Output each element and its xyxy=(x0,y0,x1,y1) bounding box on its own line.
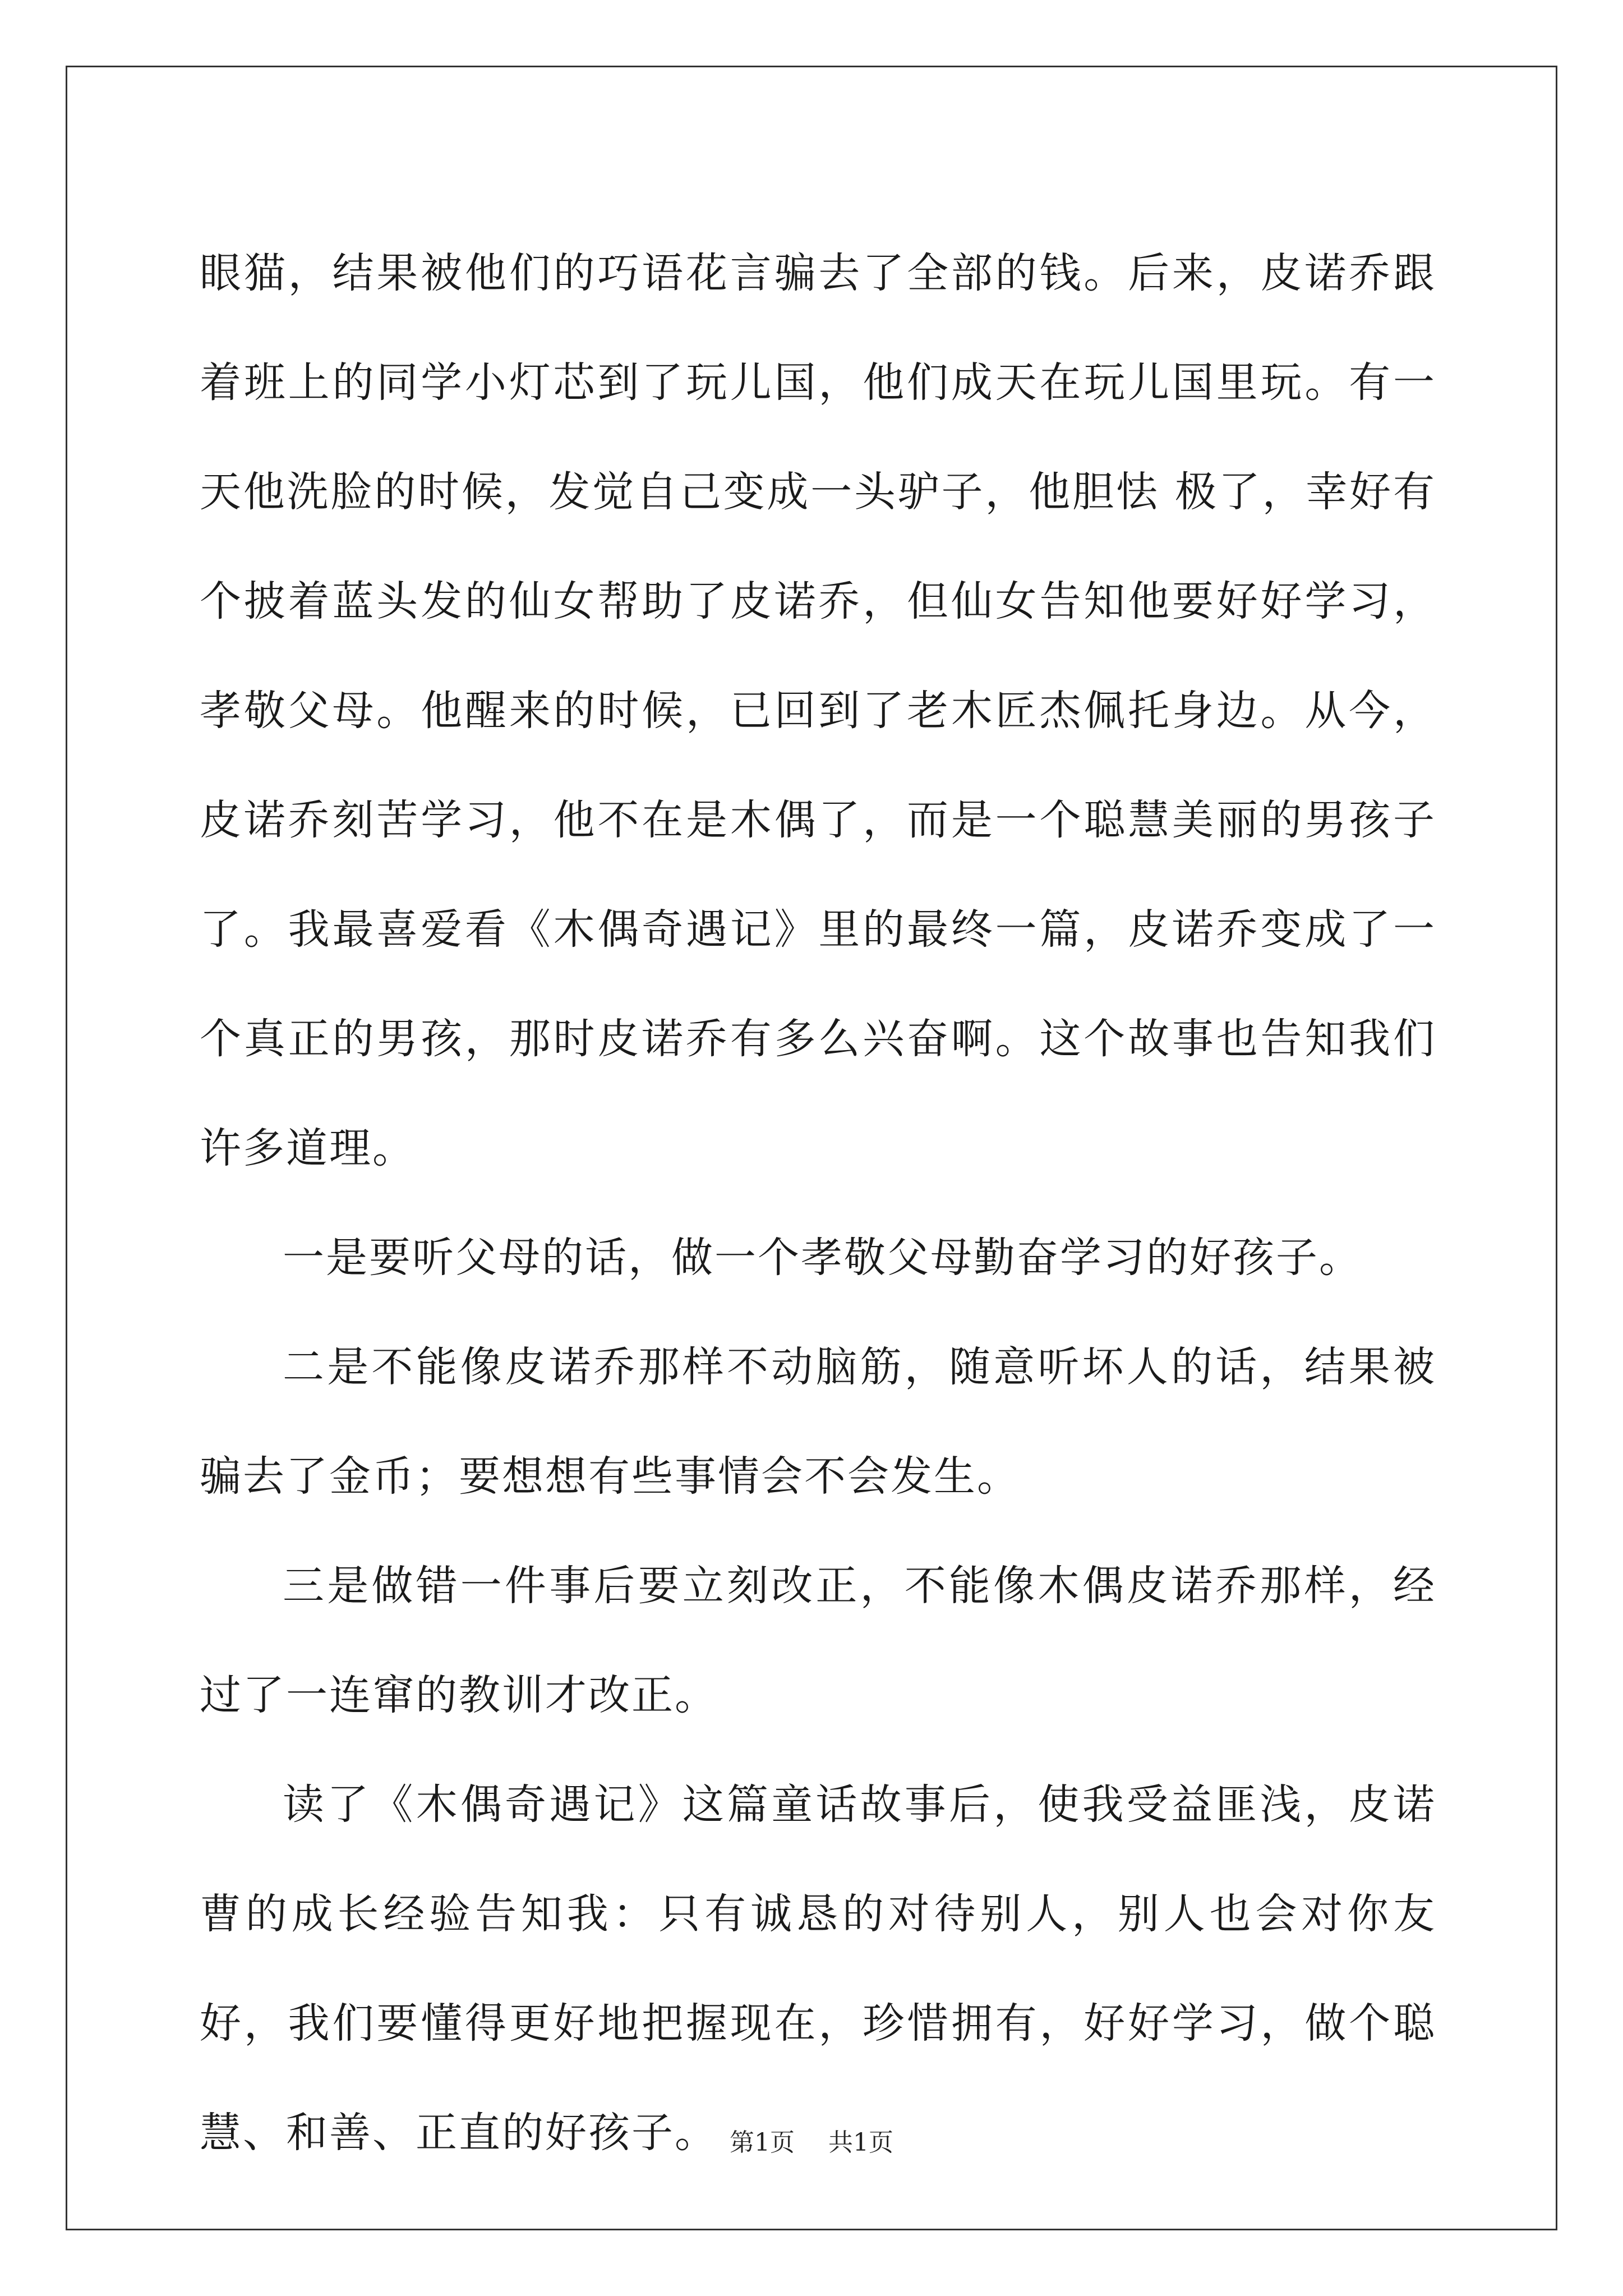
page-footer xyxy=(0,2126,1623,2160)
document-body xyxy=(200,219,1436,2188)
page-total: 共1页 xyxy=(828,2128,893,2157)
paragraph-1: 眼猫，结果被他们的巧语花言骗去了全部的钱。后来，皮诺乔跟着班上的同学小灯芯到了玩儿国，他们成天在玩儿国里玩。有一天他洗脸的时候，发觉自己变成一头驴子，他胆怯 极了，幸好有个披着蓝头发的仙女帮助了皮诺乔，但仙女告知他要好好学习，孝敬父母。他醒来的时候，已回到了老木匠杰佩托身边。从今，皮诺乔刻苦学习，他不在是木偶了，而是一个聪慧美丽的男孩子了。我最喜爱看《木偶奇遇记》里的最终一篇，皮诺乔变成了一个真正的男孩，那时皮诺乔有多么兴奋啊。这个故事也告知我们许多道理。 xyxy=(200,249,1436,1172)
paragraph-4: 三是做错一件事后要立刻改正，不能像木偶皮诺乔那样，经过了一连窜的教训才改正。 xyxy=(200,1562,1436,1719)
paragraph-2: 一是要听父母的话，做一个孝敬父母勤奋学习的好孩子。 xyxy=(283,1234,1362,1282)
page-number: 第1页 xyxy=(730,2128,795,2157)
paragraph-5: 读了《木偶奇遇记》这篇童话故事后，使我受益匪浅，皮诺曹的成长经验告知我：只有诚恳的对待别人，别人也会对你友好，我们要懂得更好地把握现在，珍惜拥有，好好学习，做个聪慧、和善、正直的好孩子。 xyxy=(200,1780,1436,2157)
paragraph-3: 二是不能像皮诺乔那样不动脑筋，随意听坏人的话，结果被骗去了金币；要想想有些事情会不会发生。 xyxy=(200,1343,1436,1501)
